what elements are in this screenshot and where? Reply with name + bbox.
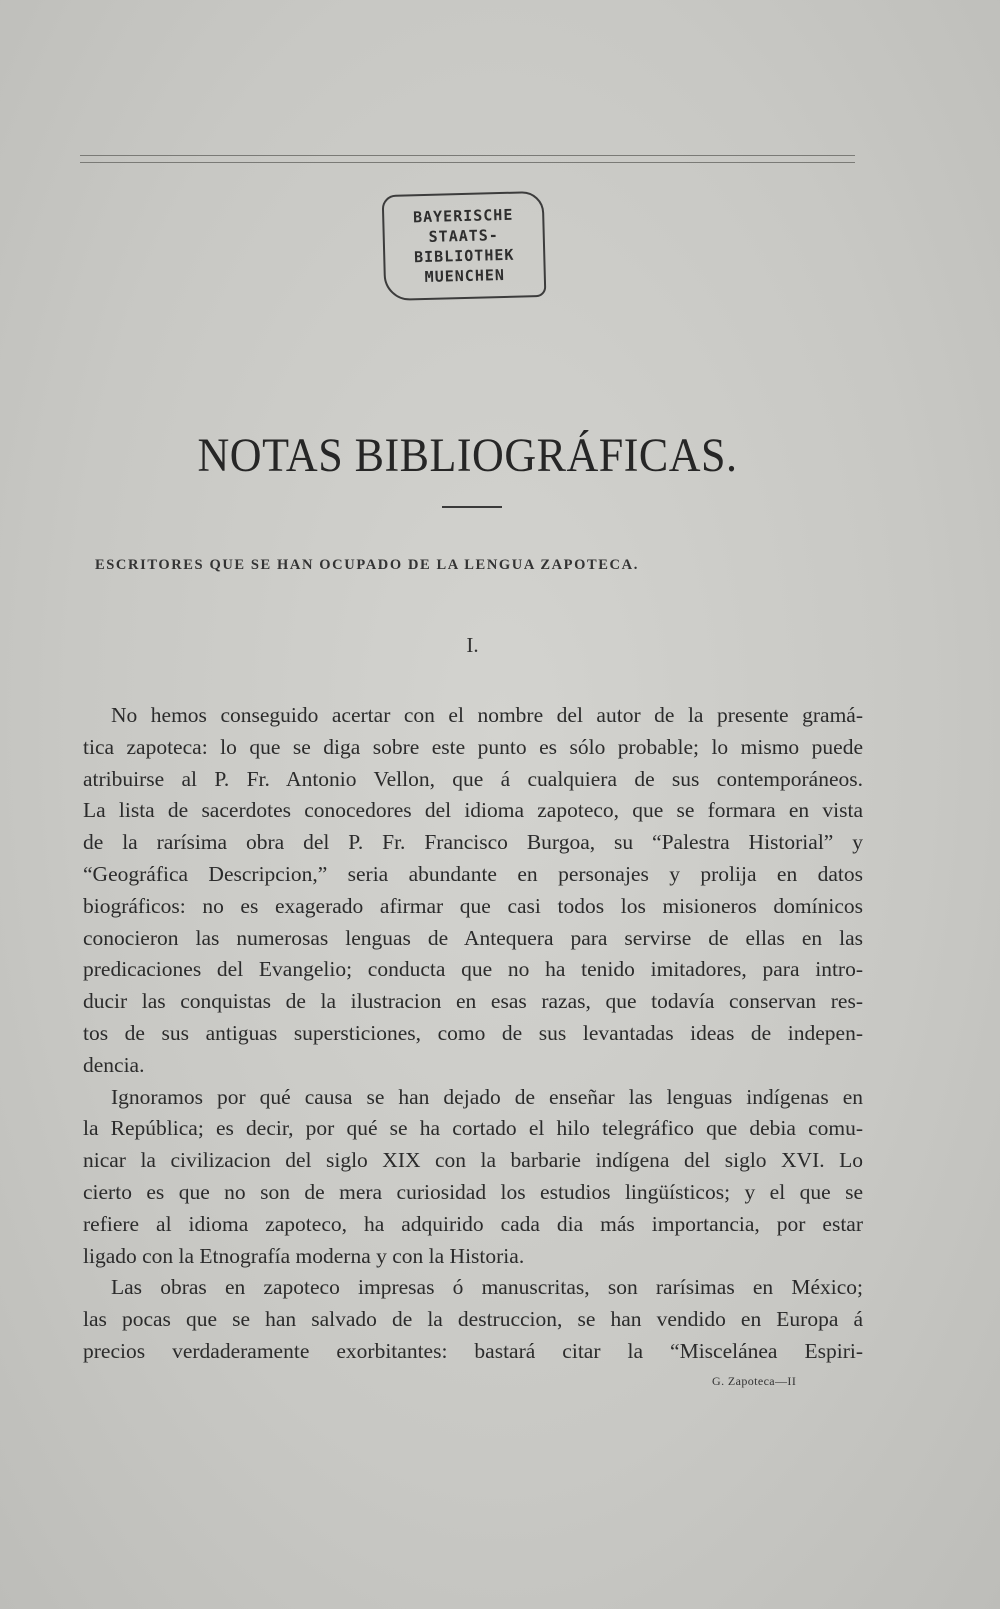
text-line: La lista de sacerdotes conocedores del idioma zapoteco, que se formara en vista [83,798,863,823]
text-line: predicaciones del Evangelio; conducta que no ha tenido imitadores, para intro- [83,957,863,982]
text-line: Ignoramos por qué causa se han dejado de enseñar las lenguas indígenas en [111,1084,863,1109]
text-line: tica zapoteca: lo que se diga sobre este punto es sólo probable; lo mismo puede [83,734,863,759]
stamp-line: BAYERISCHE [412,205,514,227]
text-line: ducir las conquistas de la ilustracion en esas razas, que todavía conservan res- [83,989,863,1014]
stamp-line: STAATS- [428,226,500,246]
printer-signature: G. Zapoteca—II [712,1374,797,1388]
text-line: biográficos: no es exagerado afirmar que casi todos los misioneros domínicos [83,893,863,918]
text-line: cierto es que no son de mera curiosidad los estudios lingüísticos; y el que se [83,1179,863,1204]
text-line: precios verdaderamente exorbitantes: bastará citar la “Miscelánea Espiri- [83,1338,863,1363]
text-line: “Geográfica Descripcion,” seria abundante en personajes y prolija en datos [83,861,863,886]
text-line: ligado con la Etnografía moderna y con la Historia. [83,1243,525,1268]
section-subheading: ESCRITORES QUE SE HAN OCUPADO DE LA LENGUA ZAPOTECA. [95,557,639,573]
text-line: dencia. [83,1052,145,1077]
stamp-line: BIBLIOTHEK [413,245,515,267]
page-title: NOTAS BIBLIOGRÁFICAS. [197,429,738,482]
text-line: Las obras en zapoteco impresas ó manuscritas, son rarísimas en México; [111,1275,863,1300]
text-line: atribuirse al P. Fr. Antonio Vellon, que á cualquiera de sus contemporáneos. [83,766,863,791]
stamp-line: MUENCHEN [424,265,506,287]
text-line: la República; es decir, por qué se ha cortado el hilo telegráfico que debia comu- [83,1116,863,1141]
title-divider [442,506,502,508]
text-line: las pocas que se han salvado de la destruccion, se han vendido en Europa á [83,1307,863,1332]
text-line: No hemos conseguido acertar con el nombre del autor de la presente gramá- [111,703,863,727]
body-text [83,700,863,1368]
text-line: de la rarísima obra del P. Fr. Francisco Burgoa, su “Palestra Historial” y [83,830,863,855]
text-line: nicar la civilizacion del siglo XIX con la barbarie indígena del siglo XVI. Lo [83,1148,863,1173]
text-line: conocieron las numerosas lenguas de Antequera para servirse de ellas en las [83,925,863,950]
header-double-rule [80,155,855,163]
section-number: I. [466,633,479,657]
library-stamp [382,191,547,301]
text-line: refiere al idioma zapoteco, ha adquirido cada dia más importancia, por estar [83,1211,863,1236]
text-line: tos de sus antiguas supersticiones, como de sus levantadas ideas de indepen- [83,1020,863,1045]
